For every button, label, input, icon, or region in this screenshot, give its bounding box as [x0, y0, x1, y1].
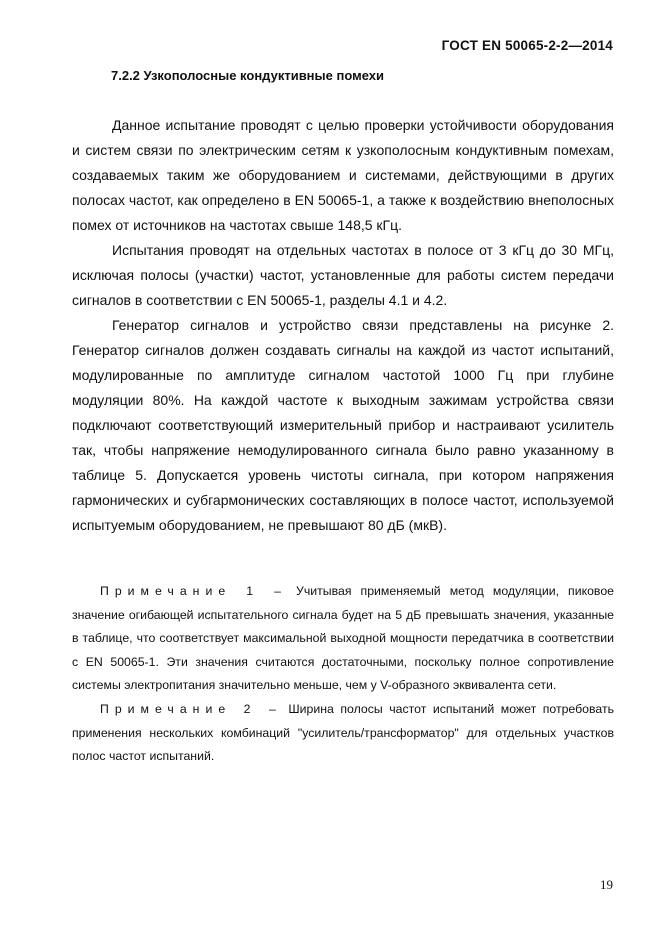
note-1-label: Примечание 1 –	[100, 584, 287, 598]
note-1	[72, 580, 614, 698]
paragraph-1: Данное испытание проводят с целью проверки устойчивости оборудования и систем связи по электрическим сетям к узкополосным кондуктивным помехам, создаваемых таким же оборудованием и системами, действующими в других полосах частот, как определено в EN 50065-1, а также к воздействию внеполосных помех от источников на частотах свыше 148,5 кГц.	[72, 117, 614, 233]
page-number: 19	[600, 877, 613, 892]
standard-header: ГОСТ EN 50065-2-2—2014	[441, 38, 613, 53]
paragraph-2: Испытания проводят на отдельных частотах в полосе от 3 кГц до 30 МГц, исключая полосы (участки) частот, установленные для работы систем передачи сигналов в соответствии с EN 50065-1, разделы 4.1 и 4.2.	[72, 242, 614, 308]
note-2-label: Примечание 2 –	[100, 701, 282, 716]
note-2-text: Ширина полосы частот испытаний может потребовать применения нескольких комбинаций "усилитель/трансформатор" для отдельных участков полос частот испытаний.	[72, 701, 615, 764]
note-2	[72, 698, 614, 769]
section-heading: 7.2.2 Узкополосные кондуктивные помехи	[111, 68, 384, 83]
paragraph-3: Генератор сигналов и устройство связи представлены на рисунке 2. Генератор сигналов должен создавать сигналы на каждой из частот испытаний, модулированные по амплитуде сигналом частотой 1000 Гц при глубине модуляции 80%. На каждой частоте к выходным зажимам устройства связи подключают соответствующий измерительный прибор и настраивают усилитель так, чтобы напряжение немодулированного сигнала было равно указанному в таблице 5. Допускается уровень чистоты сигнала, при котором напряжения гармонических и субгармонических составляющих в полосе частот, используемой испытуемым оборудованием, не превышают 80 дБ (мкВ).	[72, 317, 614, 533]
note-1-text: Учитывая применяемый метод модуляции, пиковое значение огибающей испытательного сигнала будет на 5 дБ превышать значения, указанные в таблице, что соответствует максимальной выходной мощности передатчика в соответствии с EN 50065-1. Эти значения считаются достаточными, поскольку полное сопротивление системы электропитания значительно меньше, чем у V-образного эквивалента сети.	[72, 584, 614, 693]
notes-block	[72, 580, 614, 769]
body-text	[72, 113, 614, 538]
